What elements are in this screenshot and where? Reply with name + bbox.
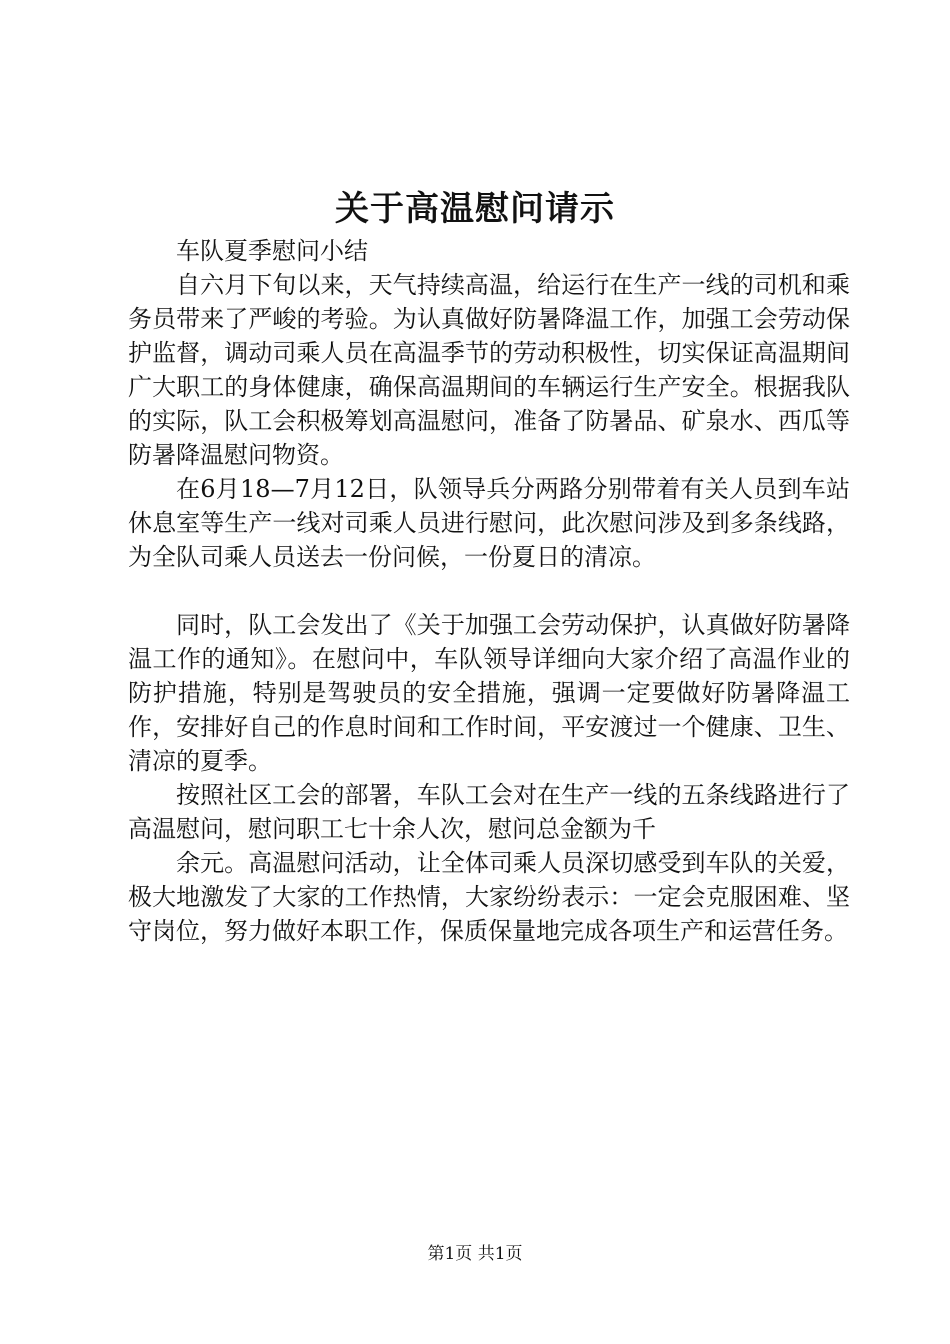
paragraph-3: 同时，队工会发出了《关于加强工会劳动保护，认真做好防暑降温工作的通知》。在慰问中，车队领导详细向大家介绍了高温作业的防护措施，特别是驾驶员的安全措施，强调一定要做好防暑降温工作，安排好自己的作息时间和工作时间，平安渡过一个健康、卫生、清凉的夏季。 (128, 611, 850, 775)
page-footer: 第1页 共1页 (427, 1244, 523, 1264)
document-body (128, 234, 850, 948)
paragraph-2: 在6月18—7月12日，队领导兵分两路分别带着有关人员到车站休息室等生产一线对司乘人员进行慰问，此次慰问涉及到多条线路，为全队司乘人员送去一份问候，一份夏日的清凉。 (128, 475, 850, 571)
paragraph-4: 按照社区工会的部署，车队工会对在生产一线的五条线路进行了高温慰问，慰问职工七十余人次，慰问总金额为千 (128, 781, 850, 843)
document-title: 关于高温慰问请示 (335, 189, 615, 229)
paragraph-5: 余元。高温慰问活动，让全体司乘人员深切感受到车队的关爱，极大地激发了大家的工作热情，大家纷纷表示：一定会克服困难、坚守岗位，努力做好本职工作，保质保量地完成各项生产和运营任务。 (128, 849, 850, 945)
document-subtitle: 车队夏季慰问小结 (176, 237, 368, 265)
paragraph-1: 自六月下旬以来，天气持续高温，给运行在生产一线的司机和乘务员带来了严峻的考验。为认真做好防暑降温工作，加强工会劳动保护监督，调动司乘人员在高温季节的劳动积极性，切实保证高温期间广大职工的身体健康，确保高温期间的车辆运行生产安全。根据我队的实际，队工会积极筹划高温慰问，准备了防暑品、矿泉水、西瓜等防暑降温慰问物资。 (128, 271, 850, 469)
